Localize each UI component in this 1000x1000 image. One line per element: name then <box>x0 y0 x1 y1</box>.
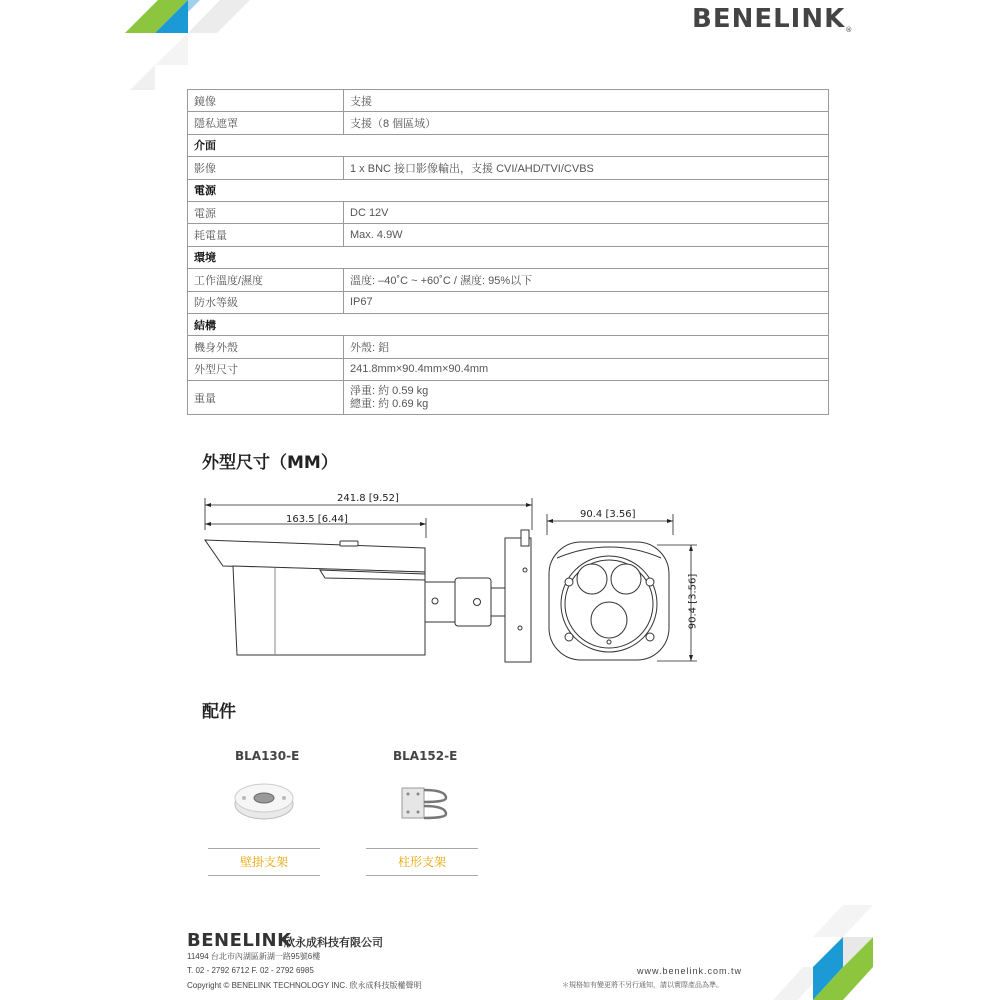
spec-row <box>188 269 829 291</box>
camera-side-view <box>205 530 531 662</box>
spec-key: 外型尺寸 <box>188 358 344 380</box>
spec-key: 電源 <box>188 201 344 223</box>
footer-phone-fax: T. 02 - 2792 6712 F. 02 - 2792 6985 <box>187 966 314 975</box>
total-length-label: 241.8 [9.52] <box>337 493 399 504</box>
spec-key: 鏡像 <box>188 90 344 112</box>
spec-value: 支援（8 個區域） <box>344 112 829 134</box>
spec-row <box>188 224 829 246</box>
spec-key: 重量 <box>188 381 344 415</box>
footer-address: 11494 台北市內湖區新湖一路95號6樓 <box>187 952 321 961</box>
spec-section-row <box>188 134 829 156</box>
spec-value-line: 總重: 約 0.69 kg <box>350 397 429 410</box>
spec-key: 機身外殼 <box>188 336 344 358</box>
height-label: 90.4 [3.56] <box>687 573 699 630</box>
corner-decoration-bottom <box>768 905 878 1000</box>
spec-value: Max. 4.9W <box>344 224 829 246</box>
spec-row <box>188 381 829 415</box>
accessories-heading: 配件 <box>202 702 236 722</box>
corner-decoration-top <box>120 0 260 95</box>
spec-row <box>188 157 829 179</box>
spec-row <box>188 112 829 134</box>
spec-section-label: 結構 <box>188 313 829 335</box>
accessory-model-2: BLA152-E <box>393 749 458 763</box>
spec-section-row <box>188 179 829 201</box>
spec-row <box>188 201 829 223</box>
spec-value: 241.8mm×90.4mm×90.4mm <box>344 358 829 380</box>
pole-mount-bracket-icon <box>396 780 448 826</box>
spec-key: 耗電量 <box>188 224 344 246</box>
footer-notice: ＊規格如有變更將不另行通知，請以實際產品為準。 <box>562 982 723 989</box>
spec-key: 防水等級 <box>188 291 344 313</box>
spec-value: 支援 <box>344 90 829 112</box>
spec-section-label: 電源 <box>188 179 829 201</box>
spec-value: 溫度: –40˚C ~ +60˚C / 濕度: 95%以下 <box>344 269 829 291</box>
spec-row <box>188 90 829 112</box>
footer-logo: BENELINK <box>187 930 292 951</box>
spec-section-row <box>188 246 829 268</box>
camera-front-view <box>549 542 669 660</box>
spec-key: 隱私遮罩 <box>188 112 344 134</box>
spec-section-label: 介面 <box>188 134 829 156</box>
junction-box-icon <box>232 778 296 822</box>
footer-website[interactable]: www.benelink.com.tw <box>637 966 743 976</box>
brand-logo: BENELINK® <box>692 4 854 34</box>
spec-value: DC 12V <box>344 201 829 223</box>
spec-table <box>187 89 829 415</box>
spec-key: 影像 <box>188 157 344 179</box>
accessory-model-1: BLA130-E <box>235 749 300 763</box>
width-label: 90.4 [3.56] <box>580 509 636 520</box>
spec-value: 外殼: 鋁 <box>344 336 829 358</box>
footer-copyright: Copyright © BENELINK TECHNOLOGY INC. 欣永成科技版權聲明 <box>187 981 422 990</box>
spec-section-label: 環境 <box>188 246 829 268</box>
spec-value: IP67 <box>344 291 829 313</box>
accessory-label-2: 柱形支架 <box>366 848 478 876</box>
spec-value: 1 x BNC 接口影像輸出，支援 CVI/AHD/TVI/CVBS <box>344 157 829 179</box>
dimensions-heading: 外型尺寸（MM） <box>202 453 338 473</box>
accessory-label-1: 壁掛支架 <box>208 848 320 876</box>
spec-row <box>188 358 829 380</box>
spec-value-line: 淨重: 約 0.59 kg <box>350 384 429 397</box>
footer-company: 欣永成科技有限公司 <box>284 937 383 949</box>
spec-section-row <box>188 313 829 335</box>
spec-key: 工作溫度/濕度 <box>188 269 344 291</box>
spec-value <box>344 381 829 415</box>
dimension-drawing <box>195 490 715 675</box>
spec-row <box>188 291 829 313</box>
spec-row <box>188 336 829 358</box>
body-length-label: 163.5 [6.44] <box>286 514 348 525</box>
